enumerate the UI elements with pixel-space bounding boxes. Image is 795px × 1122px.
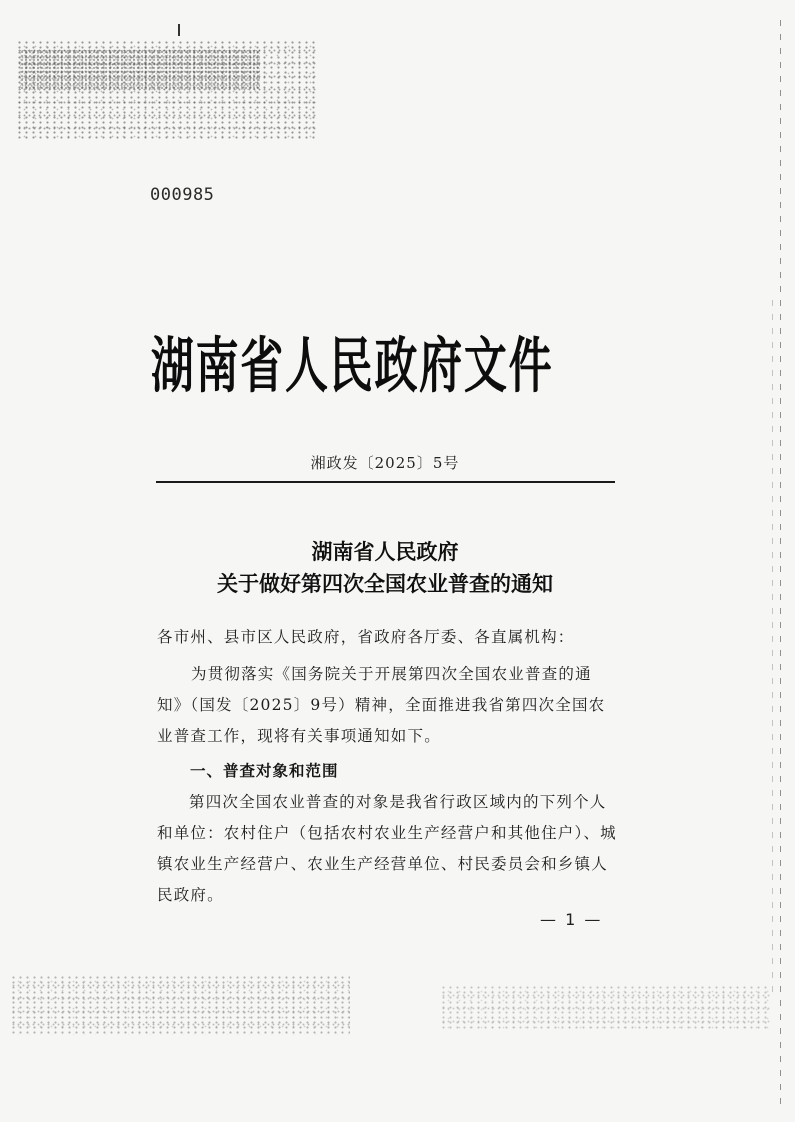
page-number: — 1 — [540, 910, 603, 929]
scan-noise-bottom-right [440, 985, 770, 1030]
paragraph-intro: 为贯彻落实《国务院关于开展第四次全国农业普查的通知》（国发〔2025〕9号）精神，全面推进我省第四次全国农业普查工作，现将有关事项通知如下。 [157, 665, 606, 745]
paragraph-scope: 第四次全国农业普查的对象是我省行政区域内的下列个人和单位：农村住户（包括农村农业生产经营户和其他住户）、城镇农业生产经营户、农业生产经营单位、村民委员会和乡镇人民政府。 [157, 793, 617, 904]
document-number: 湘政发〔2025〕5号 [310, 454, 460, 472]
document-masthead: 湖南省人民政府文件 [150, 330, 554, 401]
salutation: 各市州、县市区人民政府，省政府各厅委、各直属机构： [157, 628, 575, 646]
document-title [150, 536, 620, 600]
scan-mark-top [178, 24, 180, 36]
section-heading-scope: 一、普查对象和范围 [190, 762, 339, 780]
scan-edge-line [780, 20, 781, 1110]
scan-noise-top-dense [20, 50, 260, 90]
scan-edge-line-inner [772, 300, 773, 1000]
title-line-issuer: 湖南省人民政府 [311, 539, 459, 564]
title-line-subject: 关于做好第四次全国农业普查的通知 [217, 571, 553, 596]
scan-noise-bottom [10, 975, 350, 1035]
masthead-divider [156, 481, 615, 483]
document-id: 000985 [150, 185, 215, 205]
